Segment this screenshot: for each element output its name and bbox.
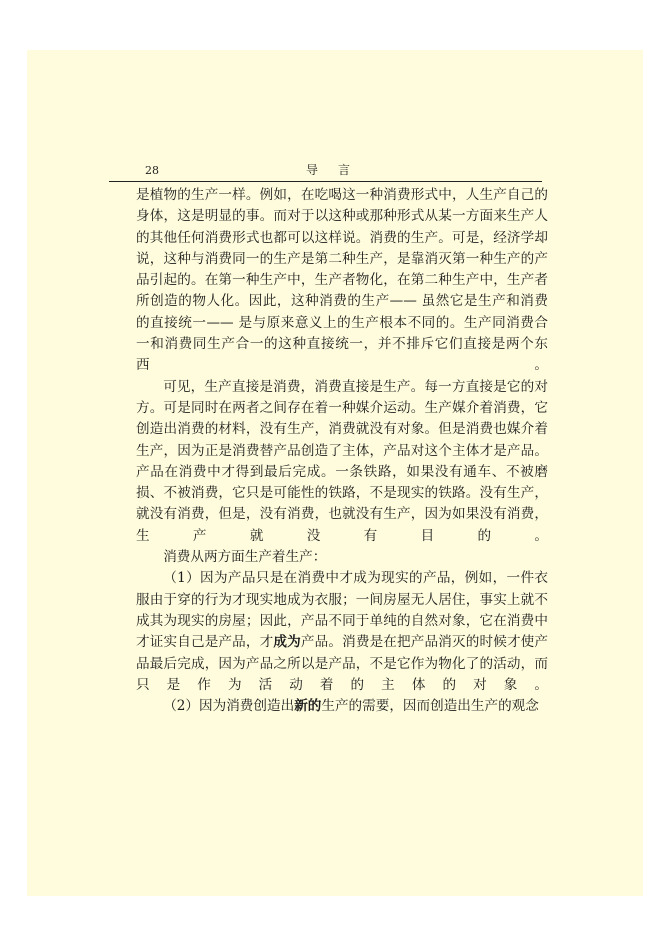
paragraph-4 bbox=[136, 568, 548, 696]
paragraph-5-text-b: 生产的需要，因而创造出生产的观念 bbox=[321, 698, 539, 715]
paragraph-4-text-b: 产品。消费是在把产品消灭的时候才使产品最后完成，因为产品之所以是产品，不是它作为物化了的活动，而只是作为活动着的主体的对象。 bbox=[136, 634, 549, 693]
paragraph-4-text-a: （1）因为产品只是在消费中才成为现实的产品，例如，一件衣服由于穿的行为才现实地成为衣服；一间房屋无人居住，事实上就不成其为现实的房屋；因此，产品不同于单纯的自然对象，它在消费中才证实自己是产品，才 bbox=[136, 570, 548, 651]
paragraph-2: 可见，生产直接是消费，消费直接是生产。每一方直接是它的对方。可是同时在两者之间存在着一种媒介运动。生产媒介着消费，它创造出消费的材料，没有生产，消费就没有对象。但是消费也媒介着生产，因为正是消费替产品创造了主体，产品对这个主体才是产品。产品在消费中才得到最后完成。一条铁路，如果没有通车、不被磨损、不被消费，它只是可能性的铁路，不是现实的铁路。没有生产，就没有消费，但是，没有消费，也就没有生产，因为如果没有消费，生产就没有目的。 bbox=[136, 378, 548, 544]
paragraph-1: 是植物的生产一样。例如，在吃喝这一种消费形式中，人生产自己的身体，这是明显的事。而对于以这种或那种形式从某一方面来生产人的其他任何消费形式也都可以这样说。消费的生产。可是，经济学却说，这种与消费同一的生产是第二种生产，是靠消灭第一种生产的产品引起的。在第一种生产中，生产者物化，在第二种生产中，生产者所创造的物人化。因此，这种消费的生产—— 虽然它是生产和消费的直接统一—— 是与原来意义上的生产根本不同的。生产同消费合一和消费同生产合一的这种直接统一，并不排斥它们直接是两个东西。 bbox=[136, 187, 548, 374]
body-text bbox=[136, 185, 548, 717]
paragraph-5 bbox=[136, 696, 548, 717]
paragraph-5-emphasis: 新的 bbox=[294, 698, 322, 715]
section-title: 导言 bbox=[306, 163, 371, 177]
paragraph-5-text-a: （2）因为消费创造出 bbox=[163, 698, 295, 715]
page-number: 28 bbox=[145, 164, 159, 177]
running-head bbox=[109, 124, 542, 182]
paragraph-4-emphasis: 成为 bbox=[273, 634, 301, 651]
paragraph-3: 消费从两方面生产着生产： bbox=[163, 549, 327, 566]
